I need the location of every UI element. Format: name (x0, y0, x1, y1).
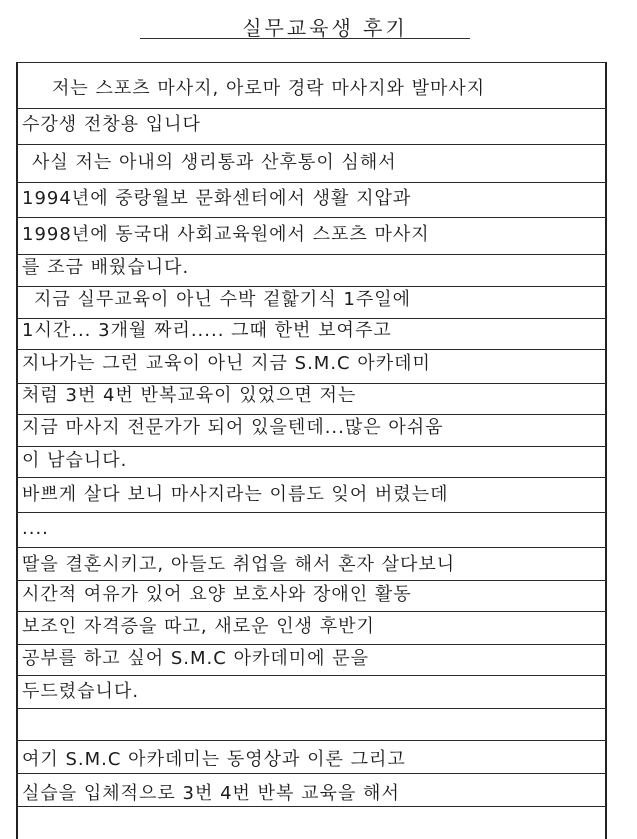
ruled-line (16, 547, 606, 548)
text-line: 지나가는 그런 교육이 아닌 지금 S.M.C 아카데미 (22, 353, 431, 374)
text-line: 두드렸습니다. (22, 681, 140, 702)
text-line: 1994년에 중랑월보 문화센터에서 생활 지압과 (22, 188, 412, 209)
text-line: 바쁘게 살다 보니 마사지라는 이름도 잊어 버렸는데 (22, 484, 449, 505)
text-line: 지금 실무교육이 아닌 수박 겉핥기식 1주일에 (34, 289, 412, 310)
text-line: 실습을 입체적으로 3번 4번 반복 교육을 해서 (22, 783, 400, 804)
ruled-line (16, 217, 606, 218)
text-line: 1시간... 3개월 짜리..... 그때 한번 보여주고 (22, 320, 392, 341)
ruled-line (16, 182, 606, 183)
text-line: 처럼 3번 4번 반복교육이 있었으면 저는 (22, 385, 357, 406)
page-title: 실무교육생 후기 (242, 16, 408, 40)
page-border-left (16, 62, 18, 839)
title-underline (140, 38, 470, 39)
ruled-line (16, 740, 606, 741)
text-line: 를 조금 배웠습니다. (22, 257, 190, 278)
text-line: 1998년에 동국대 사회교육원에서 스포츠 마사지 (22, 224, 430, 245)
text-line: 사실 저는 아내의 생리통과 산후통이 심해서 (32, 152, 397, 173)
text-line: 공부를 하고 싶어 S.M.C 아카데미에 문을 (22, 648, 370, 669)
ruled-line (16, 675, 606, 676)
text-line: 딸을 결혼시키고, 아들도 취업을 해서 혼자 살다보니 (22, 554, 456, 575)
text-line: 보조인 자격증을 따고, 새로운 인생 후반기 (22, 616, 375, 637)
ruled-line (16, 144, 606, 145)
text-line: .... (22, 518, 49, 539)
text-line: 여기 S.M.C 아카데미는 동영상과 이론 그리고 (22, 749, 406, 770)
text-line: 시간적 여유가 있어 요양 보호사와 장애인 활동 (22, 584, 412, 605)
text-line: 저는 스포츠 마사지, 아로마 경락 마사지와 발마사지 (52, 78, 486, 99)
text-line: 수강생 전창용 입니다 (22, 114, 201, 135)
text-line (22, 708, 602, 738)
text-line: 지금 마사지 전문가가 되어 있을텐데...많은 아쉬움 (22, 417, 444, 438)
page-border-right (605, 62, 607, 839)
ruled-line (16, 108, 606, 109)
ruled-line (16, 512, 606, 513)
ruled-line (16, 477, 606, 478)
text-line: 이 남습니다. (22, 450, 128, 471)
ruled-line (16, 62, 606, 63)
